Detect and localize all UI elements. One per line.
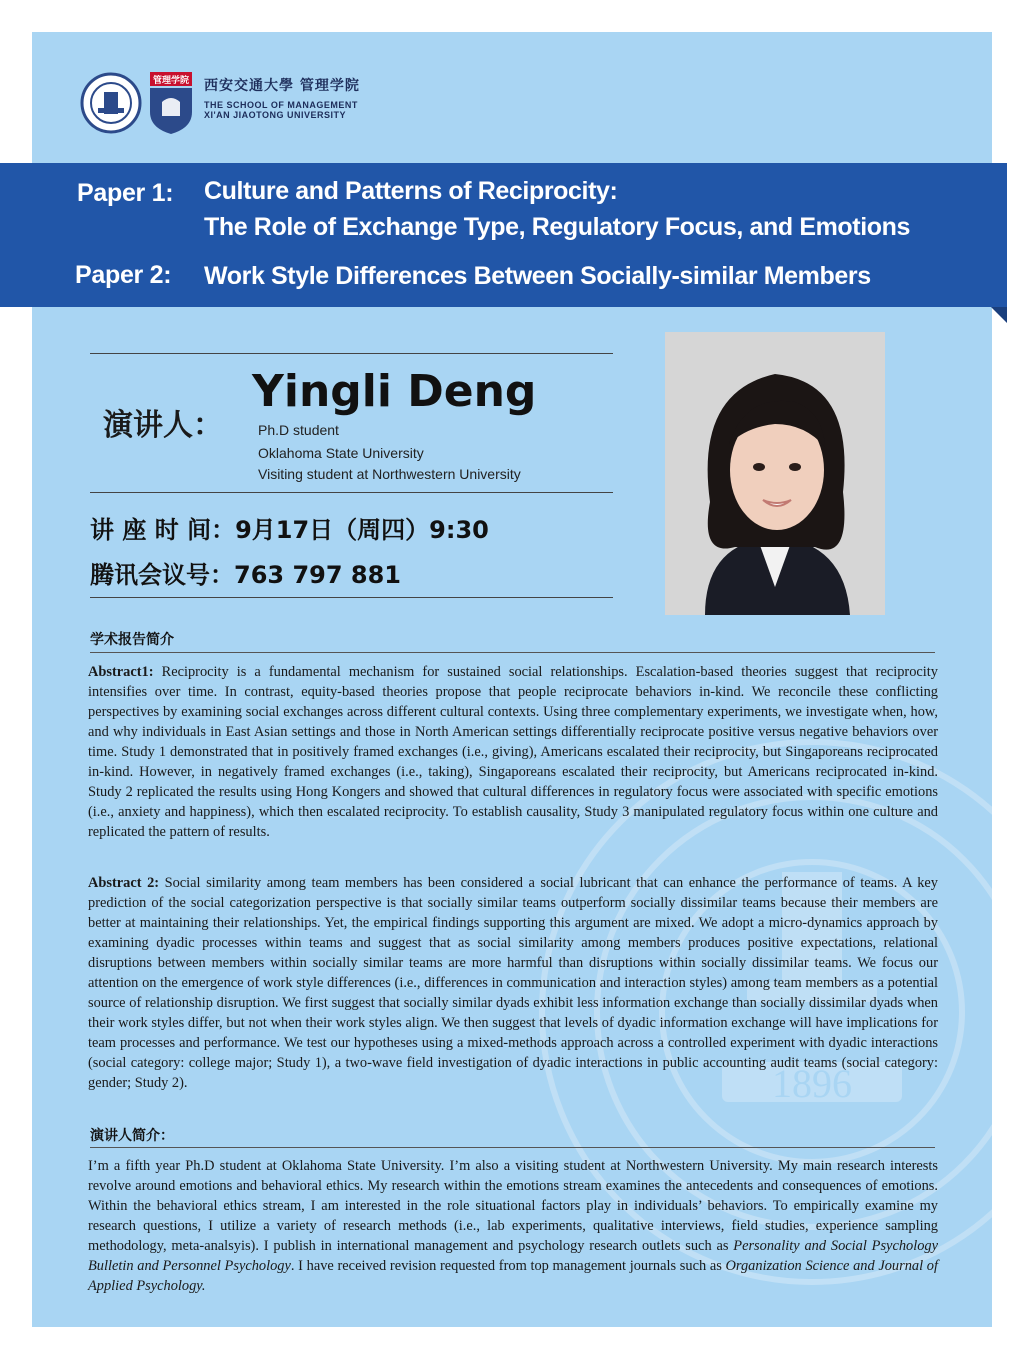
speaker-role: Ph.D student	[258, 422, 339, 438]
bio-journal-2: Organization Science and Journal of Applied Psychology.	[88, 1258, 938, 1294]
paper2-label: Paper 2:	[75, 261, 172, 289]
bio-text-part1: I’m a fifth year Ph.D student at Oklahoma State University. I’m also a visiting student at Northwestern University. My main research interests revolve around emotions and behavioral ethics. My research within the emotions stream examines the antecedents and consequences of emotions. Within the behavioral ethics stream, I am interested in the role situational factors play in individuals’ behaviors. To empirically examine my research questions, I utilize a variety of research methods (i.e., lab experiments, qualitative interviews, field studies, experience sampling methodology, meta-analsyis). I publish in international management and psychology research outlets such as	[88, 1158, 938, 1254]
bio-journal-1: Personality and Social Psychology Bulletin and Personnel Psychology	[88, 1238, 938, 1274]
bio-text-part2: . I have received revision requested from top management journals such as	[290, 1258, 726, 1274]
speaker-affiliation-2: Visiting student at Northwestern University	[258, 466, 521, 482]
paper1-label: Paper 1:	[77, 179, 174, 207]
speaker-label: 演讲人：	[103, 408, 223, 443]
speaker-affiliation-1: Oklahoma State University	[258, 445, 424, 461]
paper2-title: Work Style Differences Between Socially-similar Members	[204, 262, 871, 290]
divider-top	[90, 353, 613, 354]
school-name-english-line1: THE SCHOOL OF MANAGEMENT	[204, 100, 358, 110]
paper1-title-line1: Culture and Patterns of Reciprocity:	[204, 177, 618, 205]
speaker-photo	[665, 332, 885, 615]
banner-fold	[991, 307, 1007, 323]
abstract-2-text: Social similarity among team members has been considered a social lubricant that can enhance the performance of teams. A key prediction of the social categorization perspective is that socially similar teams outperform socially dissimilar teams because their members are better at maintaining their relationships. Yet, the empirical findings supporting this argument are mixed. We adopt a micro-dynamics approach by examining dyadic processes within teams and suggest that as social similarity among members produces positive expectations, relational disruptions between members within socially similar teams are more harmful than disruptions within socially dissimilar teams. We focus our attention on the emergence of work style differences (i.e., differences in communication and interaction styles) among team members as a potential source of relationship disruption. We first suggest that socially similar dyads exhibit less information exchange than socially dissimilar dyads when their work styles differ, but not when their work styles align. We then suggest that levels of dyadic information exchange will have implications for team processes and performance. We test our hypotheses using a mixed-methods approach across a controlled experiment with dyadic interactions (social category: college major; Study 1), a two-wave field investigation of dyadic interactions in public accounting audit teams (social category: gender; Study 2).	[88, 875, 938, 1091]
svg-text:管理学院: 管理学院	[152, 76, 190, 86]
abstract-1	[88, 662, 938, 842]
abstract-2-label: Abstract 2:	[88, 875, 160, 891]
school-name-chinese: 西安交通大學 管理学院	[204, 78, 360, 94]
abstract-1-text: Reciprocity is a fundamental mechanism for sustained social relationships. Escalation-based theories suggest that reciprocity intensifies over time. In contrast, equity-based theories propose that people reciprocate behaviors in-kind. We reconcile these conflicting perspectives by examining social exchanges across different cultural contexts. Using three complementary experiments, we investigate when, how, and why individuals in East Asian settings and those in North American settings differentially reciprocate positive versus negative behaviors over time. Study 1 demonstrated that in positively framed exchanges (i.e., giving), Americans escalated their reciprocity, but Singaporeans reciprocated in-kind. However, in negatively framed exchanges (i.e., taking), Singaporeans escalated their reciprocity, but Americans reciprocated in-kind. Study 2 replicated the results using Hong Kongers and showed that cultural differences in regulatory focus were associated with specific emotions (i.e., anxiety and happiness), which then escalated reciprocity. To establish causality, Study 3 manipulated regulatory focus within one culture and replicated the pattern of results.	[88, 664, 938, 840]
bio-section-rule	[90, 1147, 935, 1148]
meeting-id: 腾讯会议号：763 797 881	[90, 561, 402, 589]
svg-text:1896: 1896	[772, 1061, 852, 1106]
paper1-title-line2: The Role of Exchange Type, Regulatory Focus, and Emotions	[204, 213, 911, 241]
xjtu-emblem-logo	[80, 72, 142, 134]
abstract-section-rule	[90, 652, 935, 653]
abstract-2	[88, 873, 938, 1093]
school-of-management-shield-logo	[148, 72, 194, 134]
divider-middle	[90, 492, 613, 493]
bio-section-heading: 演讲人简介：	[90, 1128, 174, 1144]
bio-text	[88, 1156, 938, 1296]
abstract-1-label: Abstract1:	[88, 664, 154, 680]
talk-time: 讲 座 时 间：9月17日（周四）9:30	[90, 516, 489, 544]
speaker-name: Yingli Deng	[252, 366, 537, 417]
school-name-english-line2: XI'AN JIAOTONG UNIVERSITY	[204, 110, 346, 120]
abstract-section-heading: 学术报告简介	[90, 632, 174, 648]
divider-bottom	[90, 597, 613, 598]
